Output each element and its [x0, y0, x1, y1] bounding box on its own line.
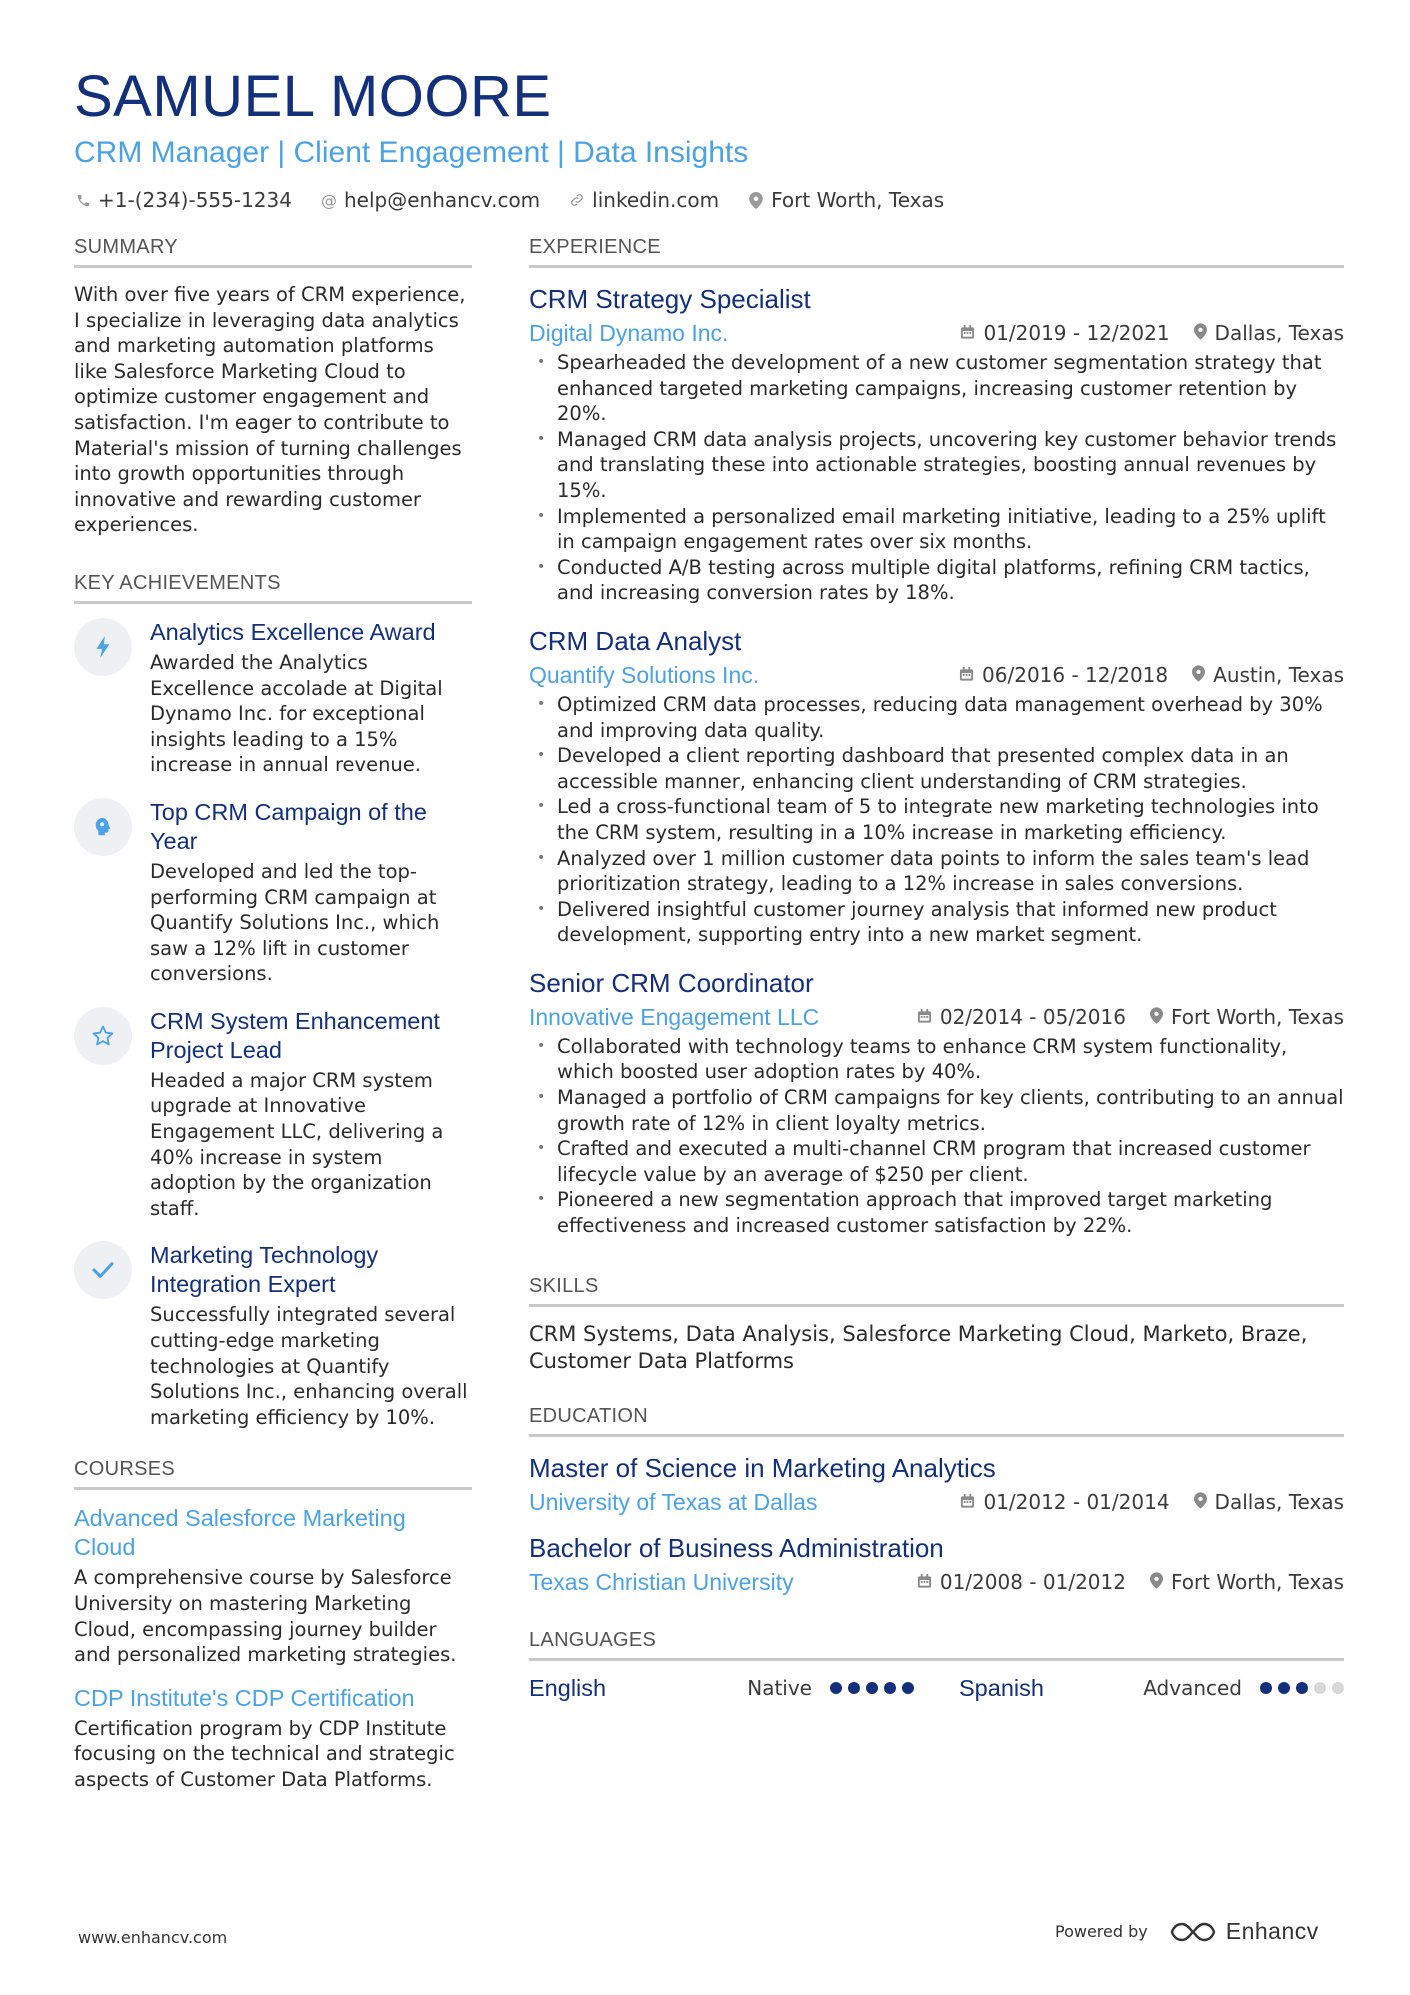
bullet-item: • Managed a portfolio of CRM campaigns for key clients, contributing to an annual growth rate of 12% in client loyalty metrics.: [529, 1085, 1344, 1136]
rating-dot-filled: [848, 1682, 860, 1694]
skills-text: CRM Systems, Data Analysis, Salesforce Marketing Cloud, Marketo, Braze, Customer Data Platforms: [529, 1321, 1308, 1373]
footer-website[interactable]: www.enhancv.com: [78, 1928, 228, 1947]
languages-row: [529, 1675, 1344, 1702]
education-location: Fort Worth, Texas: [1170, 1569, 1344, 1594]
contact-row: [74, 188, 1344, 212]
rating-dot-filled: [902, 1682, 914, 1694]
achievement-title: CRM System Enhancement Project Lead: [150, 1007, 440, 1063]
contact-location: [747, 188, 944, 212]
course-desc: Certification program by CDP Institute focusing on the technical and strategic aspects of Customer Data Platforms.: [74, 1716, 455, 1791]
education-location: Dallas, Texas: [1214, 1489, 1344, 1514]
job-dates: 02/2014 - 05/2016: [939, 1004, 1126, 1029]
language-rating: [830, 1682, 914, 1694]
education-dates: 01/2008 - 01/2012: [939, 1569, 1126, 1594]
bullet-item: • Analyzed over 1 million customer data points to inform the sales team's lead prioritization strategy, leading to a 12% increase in sales conversions.: [529, 846, 1344, 897]
location-pin-icon: [1194, 1490, 1207, 1514]
job-location: Austin, Texas: [1213, 662, 1344, 687]
company-name: Digital Dynamo Inc.: [529, 320, 729, 346]
job-title: CRM Strategy Specialist: [529, 284, 811, 314]
company-name: Quantify Solutions Inc.: [529, 661, 760, 688]
courses-heading: COURSES: [74, 1458, 472, 1490]
right-column: [529, 236, 1344, 1702]
job-location: Fort Worth, Texas: [1170, 1004, 1344, 1029]
star-icon: [74, 1007, 132, 1065]
calendar-icon: [960, 321, 975, 345]
achievement-desc: Developed and led the top-performing CRM campaign at Quantify Solutions Inc., which saw a 12% lift in customer conversions.: [150, 859, 440, 986]
job-title: Senior CRM Coordinator: [529, 967, 814, 998]
bullet-item: • Collaborated with technology teams to enhance CRM system functionality, which boosted user adoption rates by 40%.: [529, 1034, 1344, 1085]
bullet-item: • Pioneered a new segmentation approach that improved target marketing effectiveness and increased customer satisfaction by 22%.: [529, 1187, 1344, 1238]
rating-dot-empty: [1332, 1682, 1344, 1694]
language-name: English: [529, 1674, 607, 1701]
rating-dot-filled: [1260, 1682, 1272, 1694]
email-text[interactable]: help@enhancv.com: [343, 188, 541, 212]
language-rating: [1260, 1682, 1344, 1694]
school-name: University of Texas at Dallas: [529, 1488, 818, 1515]
location-pin-icon: [1150, 1005, 1163, 1029]
phone-icon: [74, 191, 92, 209]
job-dates: 06/2016 - 12/2018: [982, 662, 1169, 687]
achievement-desc: Awarded the Analytics Excellence accolade at Digital Dynamo Inc. for exceptional insights leading to a 15% increase in annual revenue.: [150, 650, 443, 777]
school-name: Texas Christian University: [529, 1568, 794, 1595]
experience-heading: EXPERIENCE: [529, 236, 1344, 268]
infinity-logo-icon: [1170, 1920, 1216, 1944]
job-bullets: [529, 350, 1344, 606]
company-name: Innovative Engagement LLC: [529, 1003, 820, 1030]
experience-item: [529, 966, 1344, 1239]
languages-heading: LANGUAGES: [529, 1629, 1344, 1661]
at-icon: @: [320, 190, 337, 210]
candidate-title: CRM Manager | Client Engagement | Data Insights: [74, 136, 749, 169]
contact-phone: [74, 188, 292, 212]
footer-branding: [1055, 1918, 1319, 1945]
rating-dot-filled: [1296, 1682, 1308, 1694]
linkedin-text[interactable]: linkedin.com: [592, 188, 720, 212]
course-title: CDP Institute's CDP Certification: [74, 1684, 415, 1711]
contact-linkedin[interactable]: [568, 188, 719, 212]
calendar-icon: [959, 663, 974, 687]
job-dates: 01/2019 - 12/2021: [983, 321, 1170, 345]
job-bullets: [529, 1034, 1344, 1239]
achievement-title: Analytics Excellence Award: [150, 618, 436, 645]
job-location: Dallas, Texas: [1214, 321, 1344, 345]
rating-dot-filled: [884, 1682, 896, 1694]
summary-heading: SUMMARY: [74, 236, 472, 268]
achievement-desc: Successfully integrated several cutting-edge marketing technologies at Quantify Solutions Inc., enhancing overall marketing efficiency by 10%.: [150, 1303, 468, 1429]
bullet-item: • Managed CRM data analysis projects, uncovering key customer behavior trends and translating these into actionable strategies, boosting annual revenues by 15%.: [529, 427, 1344, 504]
language-item: [959, 1675, 1344, 1702]
lightning-icon: [74, 618, 132, 676]
achievement-item: [74, 618, 472, 778]
left-column: [74, 236, 472, 1809]
language-level: Advanced: [1143, 1676, 1242, 1701]
rating-dot-empty: [1314, 1682, 1326, 1694]
rating-dot-filled: [830, 1682, 842, 1694]
rating-dot-filled: [1278, 1682, 1290, 1694]
degree-title: Master of Science in Marketing Analytics: [529, 1452, 996, 1483]
brand-name: Enhancv: [1225, 1918, 1319, 1944]
language-level: Native: [747, 1676, 812, 1701]
brain-icon: [74, 798, 132, 856]
job-bullets: [529, 692, 1344, 948]
calendar-icon: [917, 1570, 932, 1594]
achievement-item: [74, 798, 472, 987]
phone-text: +1-(234)-555-1234: [98, 188, 292, 212]
enhancv-logo[interactable]: [1170, 1918, 1319, 1945]
location-pin-icon: [1194, 321, 1207, 345]
language-item: [529, 1675, 914, 1702]
location-text: Fort Worth, Texas: [771, 188, 945, 212]
powered-by-text: Powered by: [1055, 1922, 1148, 1941]
achievement-desc: Headed a major CRM system upgrade at Innovative Engagement LLC, delivering a 40% increase in system adoption by the organization staff.: [150, 1068, 444, 1220]
resume-header: [74, 62, 1344, 212]
degree-title: Bachelor of Business Administration: [529, 1532, 944, 1563]
achievement-item: [74, 1241, 472, 1430]
achievements-heading: KEY ACHIEVEMENTS: [74, 572, 472, 604]
language-name: Spanish: [959, 1674, 1044, 1701]
summary-text: With over five years of CRM experience, I specialize in leveraging data analytics and marketing automation platforms like Salesforce Marketing Cloud to optimize customer engagement and satisfaction. I'm eager to contribute to Material's mission of turning challenges into growth opportunities through innovative and rewarding customer experiences.: [74, 283, 466, 537]
contact-email[interactable]: [320, 188, 540, 212]
calendar-icon: [917, 1005, 932, 1029]
calendar-icon: [960, 1490, 975, 1514]
bullet-item: • Delivered insightful customer journey analysis that informed new product development, supporting entry into a new market segment.: [529, 897, 1344, 948]
achievement-item: [74, 1007, 472, 1222]
bullet-item: • Developed a client reporting dashboard that presented complex data in an accessible manner, enhancing client understanding of CRM strategies.: [529, 743, 1344, 794]
education-heading: EDUCATION: [529, 1405, 1344, 1437]
course-title: Advanced Salesforce Marketing Cloud: [74, 1505, 406, 1561]
bullet-item: • Implemented a personalized email marketing initiative, leading to a 25% uplift in campaign engagement rates over six months.: [529, 504, 1344, 555]
education-item: [529, 1451, 1344, 1517]
skills-heading: SKILLS: [529, 1275, 1344, 1307]
location-pin-icon: [747, 191, 765, 209]
checkmark-icon: [74, 1241, 132, 1299]
location-pin-icon: [1150, 1570, 1163, 1594]
location-pin-icon: [1192, 663, 1205, 687]
achievement-title: Marketing Technology Integration Expert: [150, 1242, 379, 1298]
experience-item: [529, 624, 1344, 948]
course-desc: A comprehensive course by Salesforce University on mastering Marketing Cloud, encompassing journey builder and personalized marketing strategies.: [74, 1566, 457, 1667]
education-dates: 01/2012 - 01/2014: [983, 1489, 1170, 1514]
education-item: [529, 1531, 1344, 1597]
job-title: CRM Data Analyst: [529, 625, 742, 656]
bullet-item: • Crafted and executed a multi-channel CRM program that increased customer lifecycle value by an average of $250 per client.: [529, 1136, 1344, 1187]
link-icon: [568, 191, 586, 209]
experience-item: [529, 282, 1344, 606]
achievement-title: Top CRM Campaign of the Year: [150, 798, 427, 854]
bullet-item: • Led a cross-functional team of 5 to integrate new marketing technologies into the CRM system, resulting in a 10% increase in marketing efficiency.: [529, 794, 1344, 845]
rating-dot-filled: [866, 1682, 878, 1694]
bullet-item: • Conducted A/B testing across multiple digital platforms, refining CRM tactics, and increasing conversion rates by 18%.: [529, 555, 1344, 606]
bullet-item: • Spearheaded the development of a new customer segmentation strategy that enhanced targeted marketing campaigns, increasing customer retention by 20%.: [529, 350, 1344, 427]
candidate-name: SAMUEL MOORE: [74, 64, 552, 129]
bullet-item: • Optimized CRM data processes, reducing data management overhead by 30% and improving data quality.: [529, 692, 1344, 743]
